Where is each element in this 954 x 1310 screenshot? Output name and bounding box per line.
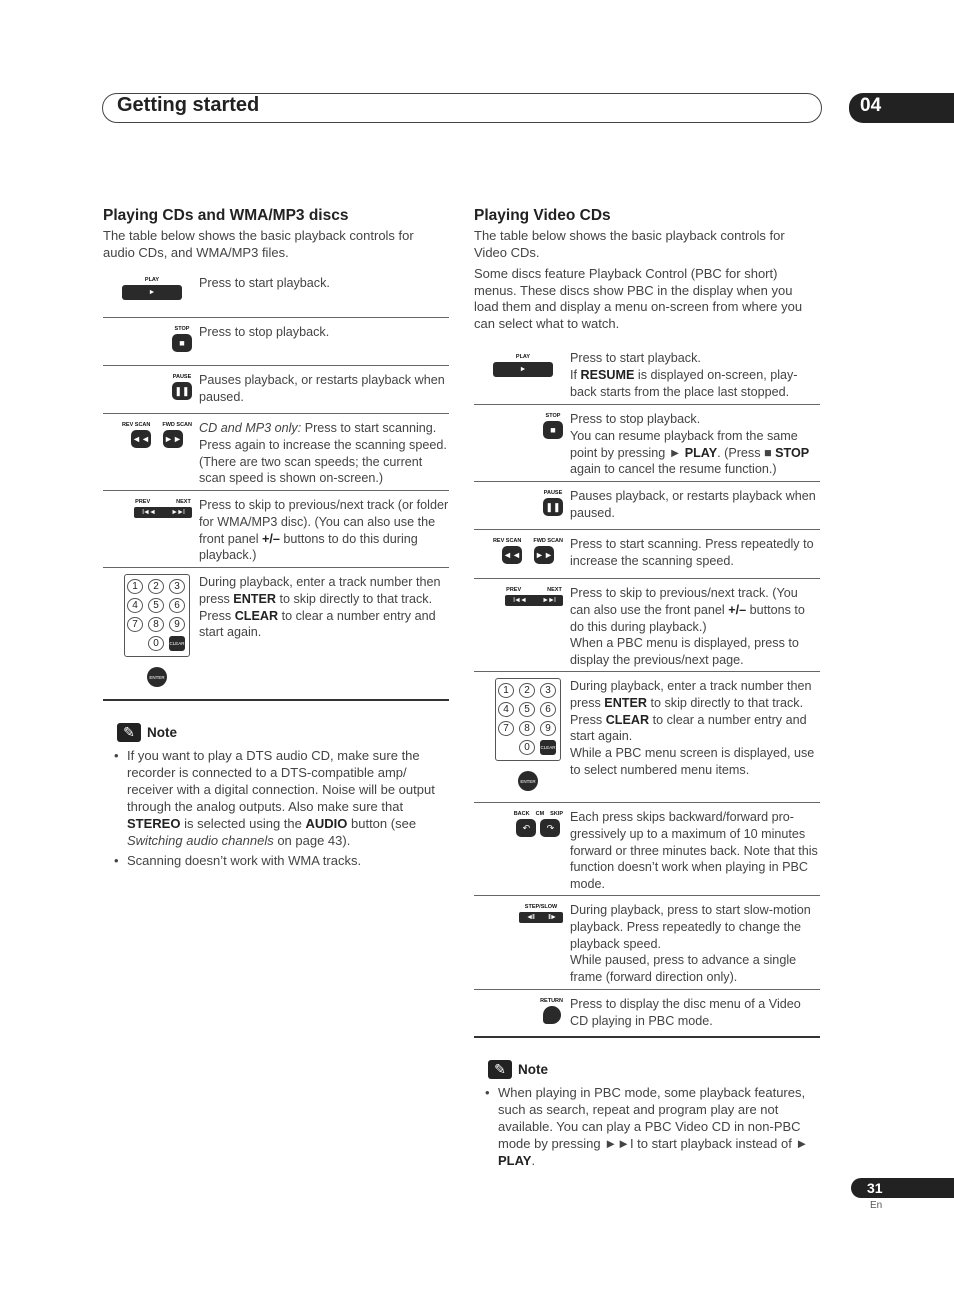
row-bold: CLEAR xyxy=(234,608,279,623)
row-description xyxy=(570,350,820,397)
table-row xyxy=(103,491,449,568)
key-5: 5 xyxy=(519,702,535,717)
table-row xyxy=(103,414,449,491)
clear-key: CLEAR xyxy=(169,636,185,651)
controls-table-cds xyxy=(103,269,449,701)
note-title: Note xyxy=(518,1062,548,1077)
clear-key: CLEAR xyxy=(540,740,556,755)
row-description xyxy=(570,585,820,668)
step-slow-label: STEP/SLOW xyxy=(524,904,558,910)
row-description: Each press skips backward/forward pro-gressively up to a maximum of 10 minutes forward or three minutes back. Note that this function doesn’t work when playing in PBC mode. xyxy=(570,810,818,892)
row-text: to clear a number entry and start again. xyxy=(199,608,436,640)
stop-icon: ■ xyxy=(172,334,192,352)
fwd-scan-icon: ►► xyxy=(534,546,554,564)
play-label: PLAY xyxy=(515,354,531,360)
table-row xyxy=(474,530,820,579)
row-text: Press to start playback. xyxy=(570,351,701,365)
row-text: Press to skip to previous/next track (or folder for WMA/MP3 disc). (You can also use the front panel xyxy=(199,498,449,546)
row-text: When a PBC menu is displayed, press to display the previous/next page. xyxy=(570,636,799,668)
key-4: 4 xyxy=(498,702,514,717)
note-heading xyxy=(488,1060,820,1079)
row-text: is displayed on-screen, play-back starts from the place last stopped. xyxy=(570,367,798,399)
row-text: Press xyxy=(199,608,235,623)
pause-label: PAUSE xyxy=(172,374,192,380)
row-bold: RESUME xyxy=(580,367,635,382)
table-row xyxy=(474,990,820,1036)
note-list xyxy=(103,748,449,870)
left-column xyxy=(103,207,449,874)
table-row xyxy=(474,896,820,990)
stop-icon: ■ xyxy=(543,421,563,439)
section-intro-pbc: Some discs feature Playback Control (PBC for short) menus. These discs show PBC in the display when you load them and display a menu on-screen from where you can select what to watch. xyxy=(474,266,803,331)
right-column xyxy=(474,207,820,1174)
table-row xyxy=(103,568,449,699)
number-keypad xyxy=(124,574,190,692)
chapter-number: 04 xyxy=(860,95,882,116)
controls-table-vcd xyxy=(474,344,820,1038)
row-text: to skip directly to that track. xyxy=(275,591,433,606)
row-text: to clear a number entry and start again. xyxy=(570,712,807,744)
key-1: 1 xyxy=(127,579,143,594)
row-text: Press to stop playback. xyxy=(570,412,701,426)
skip-label: SKIP xyxy=(550,811,563,817)
note-bold: PLAY xyxy=(498,1152,532,1168)
stop-label: STOP xyxy=(174,326,190,332)
commercial-skip-icon: ↷ xyxy=(540,819,560,837)
rev-scan-icon: ◄◄ xyxy=(502,546,522,564)
note-title: Note xyxy=(147,725,177,740)
play-label: PLAY xyxy=(144,277,160,283)
row-text: While paused, press to advance a single frame (forward direction only). xyxy=(570,953,797,985)
row-description xyxy=(199,497,449,563)
row-description: Pauses playback, or restarts playback when paused. xyxy=(199,373,445,404)
list-item xyxy=(485,1085,820,1170)
pause-icon: ❚❚ xyxy=(172,382,192,400)
row-bold: CLEAR xyxy=(605,712,650,727)
row-description: Pauses playback, or restarts playback when paused. xyxy=(570,489,816,520)
row-text: During playback, enter a track number then press xyxy=(570,679,812,710)
enter-key: ENTER xyxy=(147,667,167,687)
table-row xyxy=(474,344,820,405)
section-heading-vcd: Playing Video CDs xyxy=(474,207,611,224)
row-bold: STOP xyxy=(775,445,810,460)
page-title: Getting started xyxy=(117,94,260,116)
row-description: Press to start playback. xyxy=(199,276,330,290)
note-link: Switching audio channels xyxy=(127,832,274,848)
row-text: If xyxy=(570,367,581,382)
commercial-back-icon: ↶ xyxy=(516,819,536,837)
table-row xyxy=(103,318,449,366)
table-row xyxy=(474,405,820,482)
row-description xyxy=(570,678,820,795)
page-number: 31 xyxy=(867,1180,883,1196)
table-row xyxy=(474,803,820,896)
key-1: 1 xyxy=(498,683,514,698)
row-description: Press to display the disc menu of a Video CD playing in PBC mode. xyxy=(570,997,801,1028)
note-bold: STEREO xyxy=(127,815,181,831)
key-2: 2 xyxy=(519,683,535,698)
note-heading xyxy=(117,723,449,742)
key-8: 8 xyxy=(148,617,164,632)
row-description xyxy=(570,902,820,985)
row-description xyxy=(199,420,449,486)
rev-scan-label: REV SCAN xyxy=(121,422,151,428)
return-label: RETURN xyxy=(540,998,563,1004)
row-text: again to cancel the resume function.) xyxy=(570,462,777,477)
section-heading-cds: Playing CDs and WMA/MP3 discs xyxy=(103,207,349,224)
row-text: . (Press ■ xyxy=(717,445,776,460)
note-text: button (see xyxy=(347,815,417,831)
step-slow-icon: ◄II II► xyxy=(519,912,563,923)
list-item xyxy=(114,853,449,870)
key-6: 6 xyxy=(169,598,185,613)
row-bold: +/– xyxy=(728,602,747,617)
section-intro: The table below shows the basic playback controls for Video CDs. xyxy=(474,228,785,260)
pause-icon: ❚❚ xyxy=(543,498,563,516)
note-text: Scanning doesn’t work with WMA tracks. xyxy=(127,853,362,869)
row-bold: ENTER xyxy=(604,695,647,710)
row-bold: ENTER xyxy=(233,591,276,606)
prev-label: PREV xyxy=(135,499,151,505)
key-7: 7 xyxy=(498,721,514,736)
row-text: While a PBC menu screen is displayed, use to select numbered menu items. xyxy=(570,746,815,777)
key-4: 4 xyxy=(127,598,143,613)
key-3: 3 xyxy=(540,683,556,698)
play-icon: ► xyxy=(493,362,553,377)
pause-label: PAUSE xyxy=(543,490,563,496)
row-qualifier: CD and MP3 only: xyxy=(199,421,302,435)
note-text: is selected using the xyxy=(180,815,306,831)
note-text: on page 43). xyxy=(273,832,351,848)
rev-scan-icon: ◄◄ xyxy=(131,430,151,448)
key-2: 2 xyxy=(148,579,164,594)
key-0: 0 xyxy=(519,740,535,755)
table-row xyxy=(103,366,449,414)
table-row xyxy=(474,579,820,672)
prev-next-icon: I◄◄ ►►I xyxy=(505,595,563,606)
row-text: buttons to do this during playback.) xyxy=(570,602,805,634)
row-bold: PLAY xyxy=(684,445,718,460)
row-bold: +/– xyxy=(262,531,280,546)
table-row xyxy=(474,482,820,530)
row-text: During playback, enter a track number then press xyxy=(199,575,441,606)
row-description xyxy=(199,574,449,692)
language-code: En xyxy=(870,1200,883,1211)
key-7: 7 xyxy=(127,617,143,632)
back-label: BACK xyxy=(513,811,530,817)
note-text: . xyxy=(531,1152,536,1168)
note-list xyxy=(474,1085,820,1170)
pencil-icon: ✎ xyxy=(117,723,141,742)
table-row xyxy=(474,672,820,803)
next-label: NEXT xyxy=(547,587,562,593)
table-row xyxy=(103,269,449,318)
section-intro: The table below shows the basic playback controls for audio CDs, and WMA/MP3 files. xyxy=(103,228,414,260)
stop-label: STOP xyxy=(545,413,561,419)
row-description: Press to start scanning. Press repeatedly to increase the scanning speed. xyxy=(570,537,814,568)
fwd-scan-label: FWD SCAN xyxy=(533,538,563,544)
cm-label: CM xyxy=(535,811,545,817)
fwd-scan-icon: ►► xyxy=(163,430,183,448)
return-icon xyxy=(543,1006,561,1024)
rev-scan-label: REV SCAN xyxy=(492,538,522,544)
row-text: Press to skip to previous/next track. (You can also use the front panel xyxy=(570,586,798,617)
list-item xyxy=(114,748,449,849)
number-keypad xyxy=(495,678,561,795)
row-text: During playback, press to start slow-motion playback. Press repeatedly to change the playback speed. xyxy=(570,903,811,951)
fwd-scan-label: FWD SCAN xyxy=(162,422,192,428)
row-text: to skip directly to that track. xyxy=(646,695,804,710)
note-text: When playing in PBC mode, some playback features, such as search, repeat and program play are not available. You can play a PBC Video CD in non-PBC mode by pressing ►►I to start playback instead of ► xyxy=(498,1085,809,1151)
enter-key: ENTER xyxy=(518,771,538,791)
note-text: If you want to play a DTS audio CD, make sure the recorder is connected to a DTS-compatible amp/ receiver with a digital connection. Noise will be output through the analog outputs. Also make sure that xyxy=(127,748,435,814)
play-icon: ► xyxy=(122,285,182,300)
key-9: 9 xyxy=(169,617,185,632)
row-description: Press to stop playback. xyxy=(199,325,330,339)
row-text: buttons to do this during playback.) xyxy=(199,531,418,563)
note-bold: AUDIO xyxy=(305,815,348,831)
key-6: 6 xyxy=(540,702,556,717)
key-9: 9 xyxy=(540,721,556,736)
key-5: 5 xyxy=(148,598,164,613)
key-8: 8 xyxy=(519,721,535,736)
pencil-icon: ✎ xyxy=(488,1060,512,1079)
row-text: Press to start scanning. Press again to increase the scanning speed. (There are two scan speeds; the current scan speed is shown on-screen.) xyxy=(199,421,447,486)
next-label: NEXT xyxy=(176,499,191,505)
prev-next-icon: I◄◄ ►►I xyxy=(134,507,192,518)
row-text: You can resume playback from the same point by pressing ► xyxy=(570,428,798,460)
key-0: 0 xyxy=(148,636,164,651)
row-description xyxy=(570,411,820,477)
prev-label: PREV xyxy=(506,587,522,593)
row-text: Press xyxy=(570,712,606,727)
key-3: 3 xyxy=(169,579,185,594)
